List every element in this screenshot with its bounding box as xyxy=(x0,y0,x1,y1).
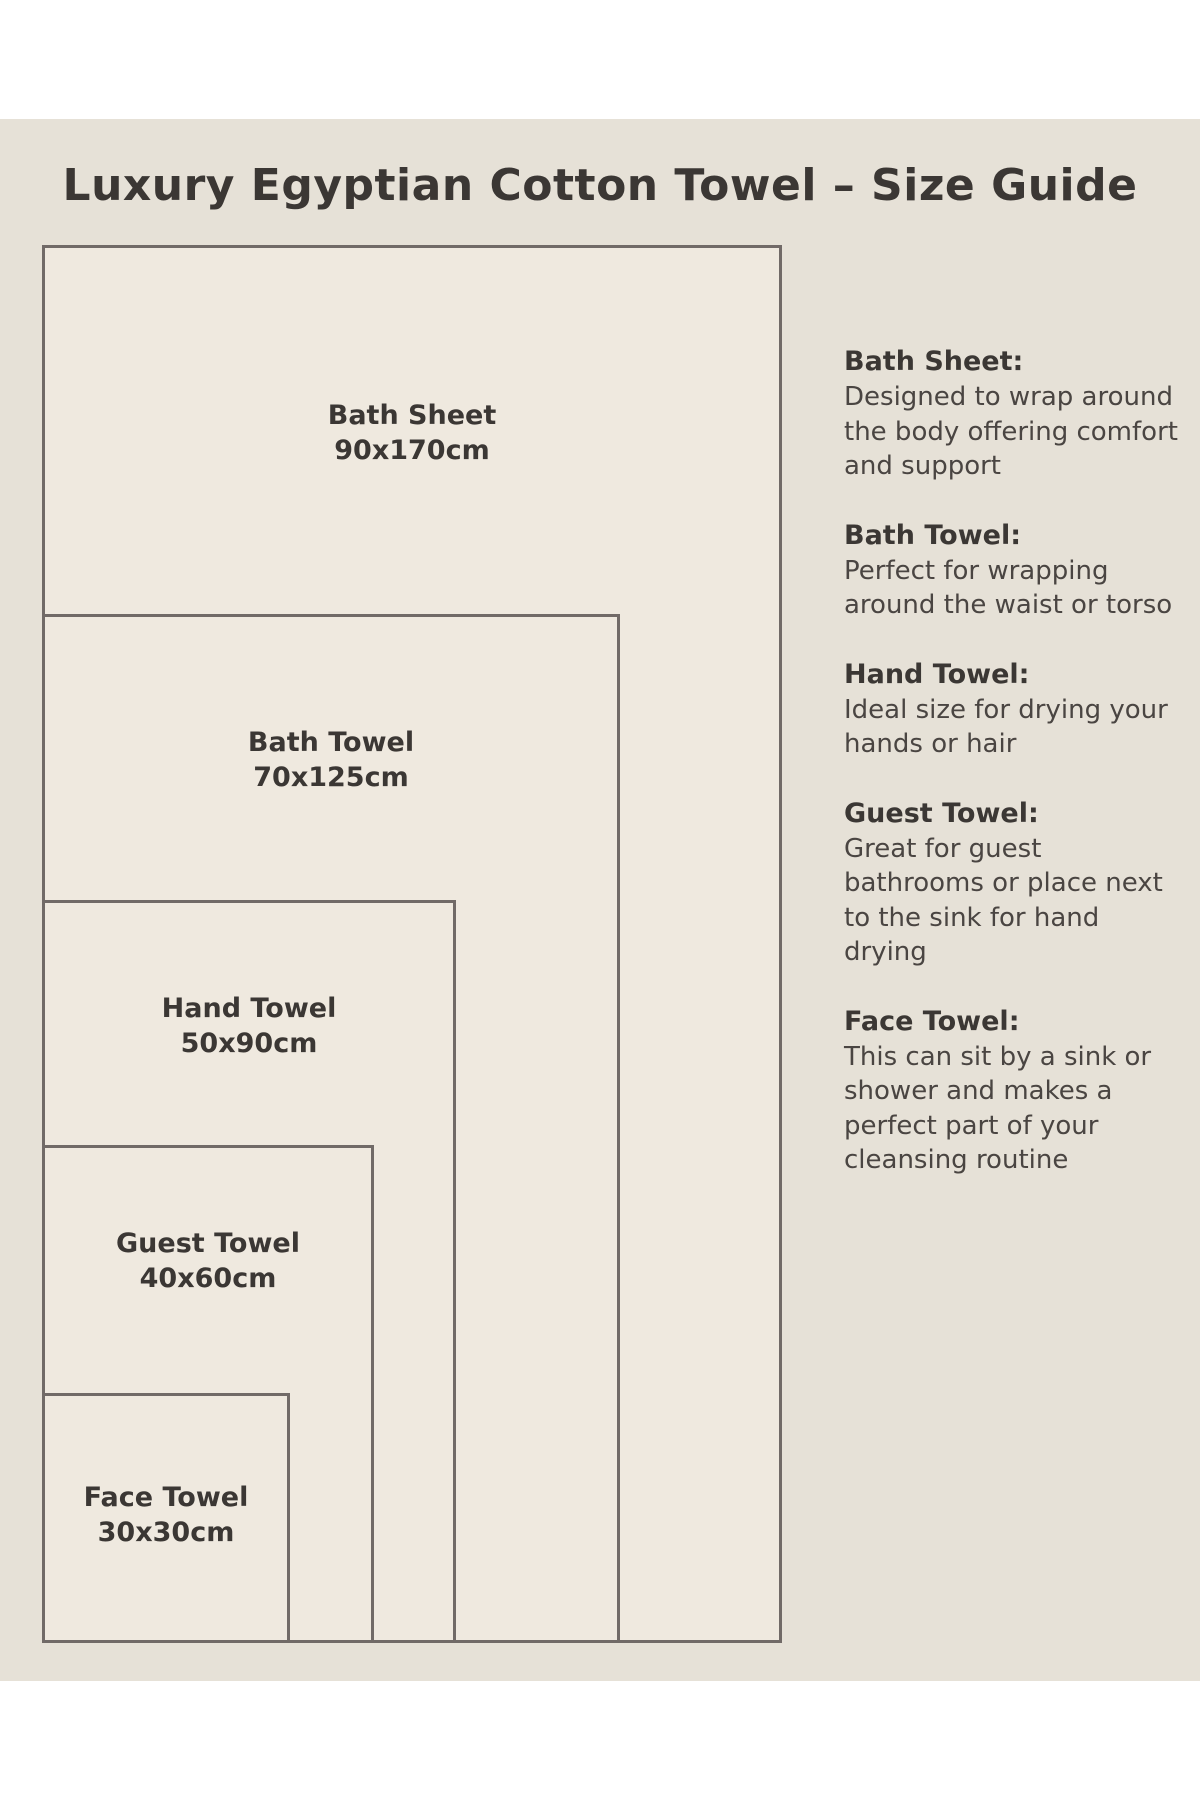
description-hand-towel xyxy=(844,657,1189,762)
label-bath-sheet xyxy=(42,398,782,468)
towel-descriptions xyxy=(844,344,1189,1212)
description-heading: Face Towel: xyxy=(844,1005,1020,1037)
towel-size: 50x90cm xyxy=(180,1028,318,1059)
towel-name: Bath Towel xyxy=(247,727,415,758)
description-text: Perfect for wrapping around the waist or torso xyxy=(844,555,1173,620)
description-heading: Bath Sheet: xyxy=(844,346,1024,377)
towel-size: 70x125cm xyxy=(253,762,409,793)
label-face-towel xyxy=(42,1480,290,1550)
towel-name: Hand Towel xyxy=(161,993,337,1024)
label-guest-towel xyxy=(42,1226,374,1296)
description-text: Ideal size for drying your hands or hair xyxy=(844,694,1168,759)
description-heading: Bath Towel: xyxy=(844,519,1022,551)
towel-size: 90x170cm xyxy=(334,435,490,466)
label-bath-towel xyxy=(42,725,620,795)
towel-name: Guest Towel xyxy=(116,1228,300,1259)
description-text: This can sit by a sink or shower and makes a perfect part of your cleansing routine xyxy=(844,1041,1152,1175)
towel-size: 30x30cm xyxy=(97,1517,235,1548)
towel-size: 40x60cm xyxy=(139,1263,277,1294)
towel-name: Bath Sheet xyxy=(327,400,497,431)
description-heading: Hand Towel: xyxy=(844,658,1030,690)
label-hand-towel xyxy=(42,991,456,1061)
description-text: Great for guest bathrooms or place next to the sink for hand drying xyxy=(844,833,1163,967)
description-heading: Guest Towel: xyxy=(844,797,1039,829)
description-bath-sheet xyxy=(844,344,1189,484)
description-face-towel xyxy=(844,1004,1189,1178)
page-title: Luxury Egyptian Cotton Towel – Size Guide xyxy=(62,160,1138,211)
description-guest-towel xyxy=(844,796,1189,970)
description-text: Designed to wrap around the body offering comfort and support xyxy=(844,382,1178,481)
towel-name: Face Towel xyxy=(83,1482,249,1513)
description-bath-towel xyxy=(844,518,1189,623)
